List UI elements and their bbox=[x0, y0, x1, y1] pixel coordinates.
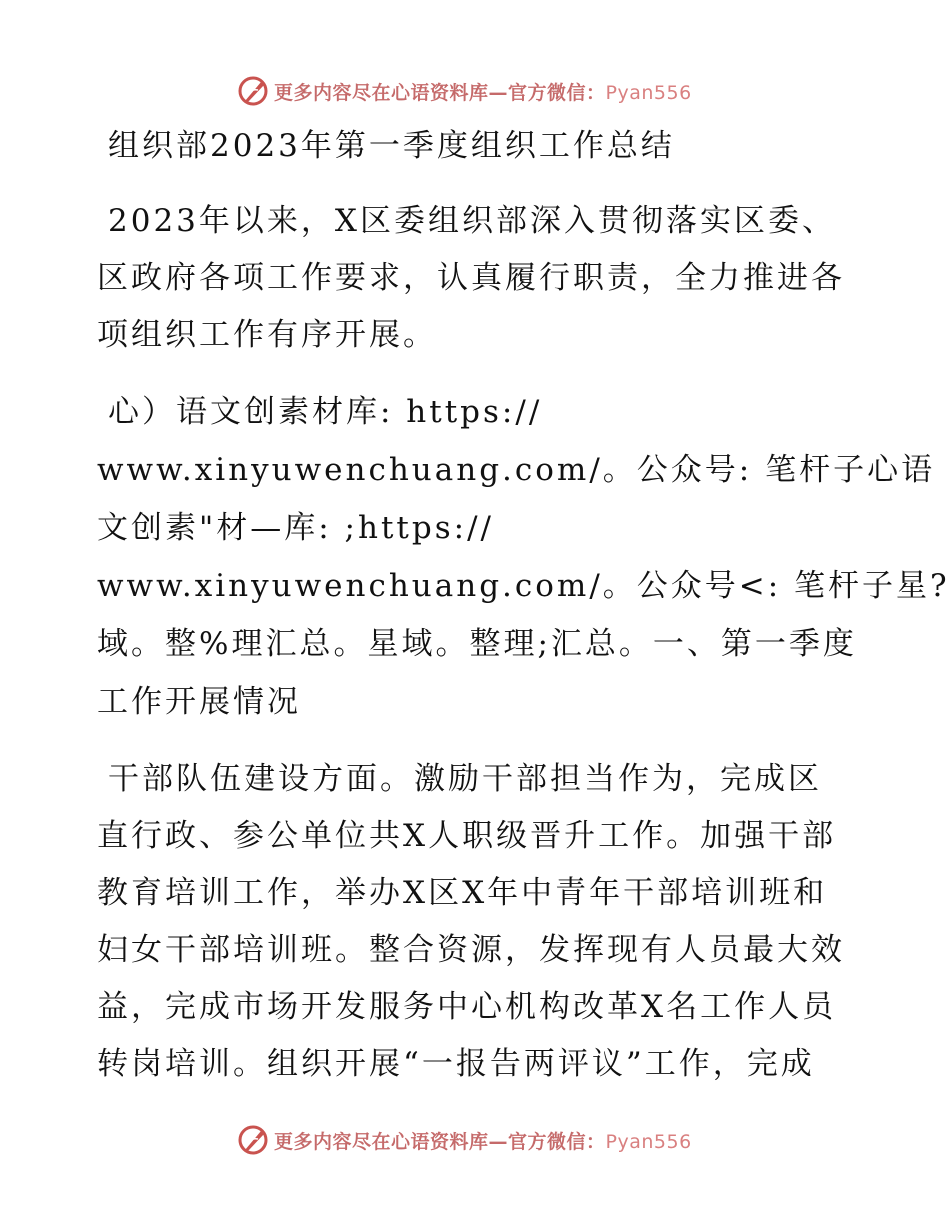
paragraph-line: 心）语文创素材库: https:// bbox=[108, 394, 543, 430]
paragraph-line: 干部队伍建设方面。激励干部担当作为，完成区 bbox=[108, 761, 822, 797]
paragraph-line: 文创素"材—库: ;https:// bbox=[97, 510, 494, 546]
paragraph-line: 项组织工作有序开展。 bbox=[97, 317, 437, 353]
quill-circle-icon bbox=[236, 74, 270, 108]
quill-circle-icon bbox=[236, 1123, 270, 1157]
paragraph-line: 区政府各项工作要求，认真履行职责，全力推进各 bbox=[97, 260, 845, 296]
paragraph-line: 妇女干部培训班。整合资源，发挥现有人员最大效 bbox=[97, 932, 845, 968]
footer-watermark bbox=[236, 1122, 692, 1158]
paragraph-line: 域。整%理汇总。星域。整理;汇总。一、第一季度 bbox=[97, 626, 857, 662]
watermark-text: 更多内容尽在心语资料库—官方微信：Pyan556 bbox=[274, 81, 692, 104]
paragraph-line: 转岗培训。组织开展“一报告两评议”工作，完成 bbox=[97, 1046, 815, 1082]
paragraph-line: 2023年以来，X区委组织部深入贯彻落实区委、 bbox=[108, 203, 836, 239]
paragraph-line: www.xinyuwenchuang.com/。公众号: 笔杆子心语 bbox=[97, 452, 936, 488]
paragraph-line: 直行政、参公单位共X人职级晋升工作。加强干部 bbox=[97, 818, 837, 854]
paragraph-line: 益，完成市场开发服务中心机构改革X名工作人员 bbox=[97, 989, 837, 1025]
header-watermark bbox=[236, 73, 692, 109]
watermark-text: 更多内容尽在心语资料库—官方微信：Pyan556 bbox=[274, 1130, 692, 1153]
paragraph-line: 工作开展情况 bbox=[97, 684, 301, 720]
document-title: 组织部2023年第一季度组织工作总结 bbox=[108, 128, 675, 164]
paragraph-line: www.xinyuwenchuang.com/。公众号<: 笔杆子星? bbox=[97, 568, 950, 604]
paragraph-line: 教育培训工作，举办X区X年中青年干部培训班和 bbox=[97, 875, 828, 911]
